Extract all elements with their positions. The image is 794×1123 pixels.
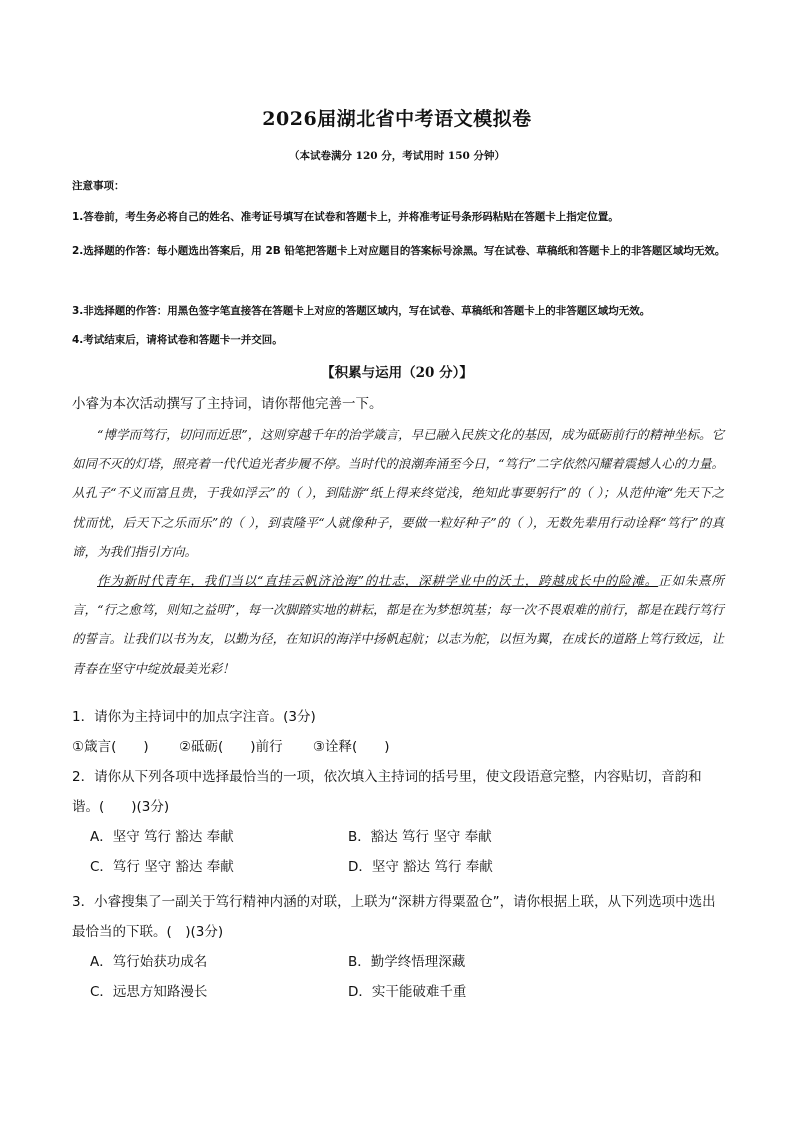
notice-item-3: [72, 301, 732, 321]
q1-item-3: ③诠释( ): [312, 738, 390, 755]
notice-item-text: 4.考试结束后，请将试卷和答题卡一并交回。: [72, 334, 283, 346]
q2-option-c: C．笃行 坚守 豁达 奉献: [90, 859, 234, 875]
notice-item-text: 2.选择题的作答：每小题选出答案后，用 2B 铅笔把答题卡上对应题目的答案标号涂黑。写在试卷、草稿纸和答题卡上的非答题区域均无效。: [72, 245, 726, 257]
q3-options-row-2: [72, 977, 724, 1007]
q3-options-row-1: [72, 947, 724, 977]
q2-option-a: A．坚守 笃行 豁达 奉献: [90, 829, 234, 845]
q2-option-d: D．坚守 豁达 笃行 奉献: [348, 859, 493, 875]
q3-option-b: B．勤学终悟理深藏: [348, 954, 466, 970]
notice-item-text: 3.非选择题的作答：用黑色签字笔直接答在答题卡上对应的答题区域内，写在试卷、草稿纸和答题卡上的非答题区域均无效。: [72, 305, 651, 317]
speech-paragraph-2-rest: 正如朱熹所言，“行之愈笃，则知之益明”，每一次脚踏实地的耕耘，都是在为梦想筑基；每一次不畏艰难的前行，都是在践行笃行的誓言。让我们以书为友，以勤为径，在知识的海洋中扬帆起航；以志为舵，以恒为翼，在成长的道路上笃行致远，让青春在坚守中绽放最美光彩！: [72, 573, 724, 676]
exam-subtitle: （本试卷满分 120 分，考试用时 150 分钟）: [289, 150, 505, 162]
host-speech: [72, 420, 724, 683]
section-title: 【积累与运用（20 分）】: [321, 365, 473, 381]
exam-title: 2026届湖北省中考语文模拟卷: [262, 108, 532, 130]
q2-option-b: B．豁达 笃行 坚守 奉献: [348, 829, 492, 845]
section-intro: [72, 390, 724, 420]
question-3-stem: 3．小睿搜集了一副关于笃行精神内涵的对联，上联为“深耕方得粟盈仓”，请你根据上联，从下列选项中选出最恰当的下联。( )(3分): [72, 894, 716, 940]
q1-item-2: ②砥砺( )前行: [178, 738, 283, 755]
q3-option-c: C．远思方知路漫长: [90, 984, 208, 1000]
notice-item-1: [72, 207, 732, 227]
question-3: [72, 888, 724, 1007]
q2-options-row-1: [72, 822, 724, 852]
notice-block: [72, 176, 732, 196]
speech-paragraph-2: [72, 566, 724, 683]
question-1: [72, 703, 724, 762]
q1-item-1: ①箴言( ): [72, 738, 149, 755]
speech-paragraph-1: “博学而笃行，切问而近思”，这则穿越千年的治学箴言，早已融入民族文化的基因，成为砥砺前行的精神坐标。它如同不灭的灯塔，照亮着一代代追光者步履不停。当时代的浪潮奔涌至今日，“笃行”二字依然闪耀着震撼人心的力量。从孔子“不义而富且贵，于我如浮云”的（ ），到陆游“纸上得来终觉浅，绝知此事要躬行”的（ ）；从范仲淹“先天下之忧而忧，后天下之乐而乐”的（ ），到袁隆平“人就像种子，要做一粒好种子”的（ ），无数先辈用行动诠释“笃行”的真谛，为我们指引方向。: [72, 427, 724, 559]
intro-text: 小睿为本次活动撰写了主持词，请你帮他完善一下。: [72, 396, 383, 412]
question-2-stem: 2．请你从下列各项中选择最恰当的一项，依次填入主持词的括号里，使文段语意完整，内容贴切，音韵和谐。( )(3分): [72, 769, 702, 815]
question-1-items: [72, 733, 724, 763]
q3-option-a: A．笃行始获功成名: [90, 954, 208, 970]
notice-heading: 注意事项：: [72, 180, 125, 192]
q2-options-row-2: [72, 852, 724, 882]
notice-item-text: 1.答卷前，考生务必将自己的姓名、准考证号填写在试卷和答题卡上，并将准考证号条形码粘贴在答题卡上指定位置。: [72, 211, 619, 223]
q3-option-d: D．实干能破难千重: [348, 984, 467, 1000]
question-2: [72, 763, 724, 882]
question-1-stem: 1．请你为主持词中的加点字注音。(3分): [72, 709, 316, 725]
notice-item-4: [72, 330, 732, 350]
notice-item-2: [72, 236, 732, 266]
speech-underlined-sentence: 作为新时代青年，我们当以“直挂云帆济沧海”的壮志，深耕学业中的沃土，跨越成长中的险滩。: [97, 573, 659, 589]
